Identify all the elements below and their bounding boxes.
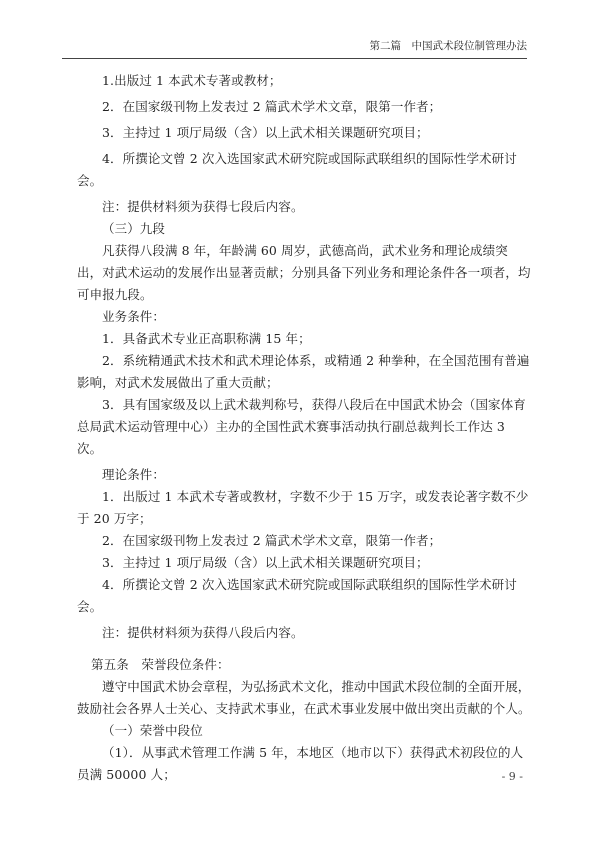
paragraph: 遵守中国武术协会章程，为弘扬武术文化，推动中国武术段位制的全面开展，鼓励社会各界人士关心、支持武术事业，在武术事业发展中做出突出贡献的个人。 xyxy=(77,679,531,716)
paragraph: 3．主持过 1 项厅局级（含）以上武术相关课题研究项目； xyxy=(102,125,429,140)
running-header: 第二篇 中国武术段位制管理办法 xyxy=(62,38,527,59)
subheading: 业务条件： xyxy=(102,309,166,324)
paragraph: 3．主持过 1 项厅局级（含）以上武术相关课题研究项目； xyxy=(102,555,429,570)
paragraph: 2．系统精通武术技术和武术理论体系，或精通 2 种拳种，在全国范围有普遍影响，对武术发展做出了重大贡献； xyxy=(77,353,530,390)
paragraph: 4．所撰论文曾 2 次入选国家武术研究院或国际武联组织的国际性学术研讨会。 xyxy=(77,151,517,188)
paragraph: 1．出版过 1 本武术专著或教材，字数不少于 15 万字，或发表论著字数不少于 20 万字； xyxy=(77,489,529,526)
paragraph: 2．在国家级刊物上发表过 2 篇武术学术文章，限第一作者； xyxy=(102,533,442,548)
paragraph: 4．所撰论文曾 2 次入选国家武术研究院或国际武联组织的国际性学术研讨会。 xyxy=(77,577,517,614)
page-number: - 9 - xyxy=(501,770,523,783)
note: 注：提供材料须为获得七段后内容。 xyxy=(102,199,304,214)
paragraph: 3．具有国家级及以上武术裁判称号，获得八段后在中国武术协会（国家体育总局武术运动管理中心）主办的全国性武术赛事活动执行副总裁判长工作达 3 次。 xyxy=(77,397,526,456)
paragraph: （1）．从事武术管理工作满 5 年，本地区（地市以下）获得武术初段位的人员满 50000 人； xyxy=(77,745,524,782)
document-body xyxy=(77,70,532,786)
paragraph: 2．在国家级刊物上发表过 2 篇武术学术文章，限第一作者； xyxy=(102,99,442,114)
article-heading: 第五条 荣誉段位条件： xyxy=(91,657,230,672)
paragraph: 凡获得八段满 8 年，年龄满 60 周岁，武德高尚，武术业务和理论成绩突出，对武术运动的发展作出显著贡献；分别具备下列业务和理论条件各一项者，均可申报九段。 xyxy=(77,243,531,302)
section-heading: （一）荣誉中段位 xyxy=(102,723,203,738)
section-heading: （三）九段 xyxy=(102,221,166,236)
paragraph: 1.出版过 1 本武术专著或教材； xyxy=(102,73,282,88)
subheading: 理论条件： xyxy=(102,467,166,482)
paragraph: 1．具备武术专业正高职称满 15 年； xyxy=(102,331,311,346)
note: 注：提供材料须为获得八段后内容。 xyxy=(102,625,304,640)
